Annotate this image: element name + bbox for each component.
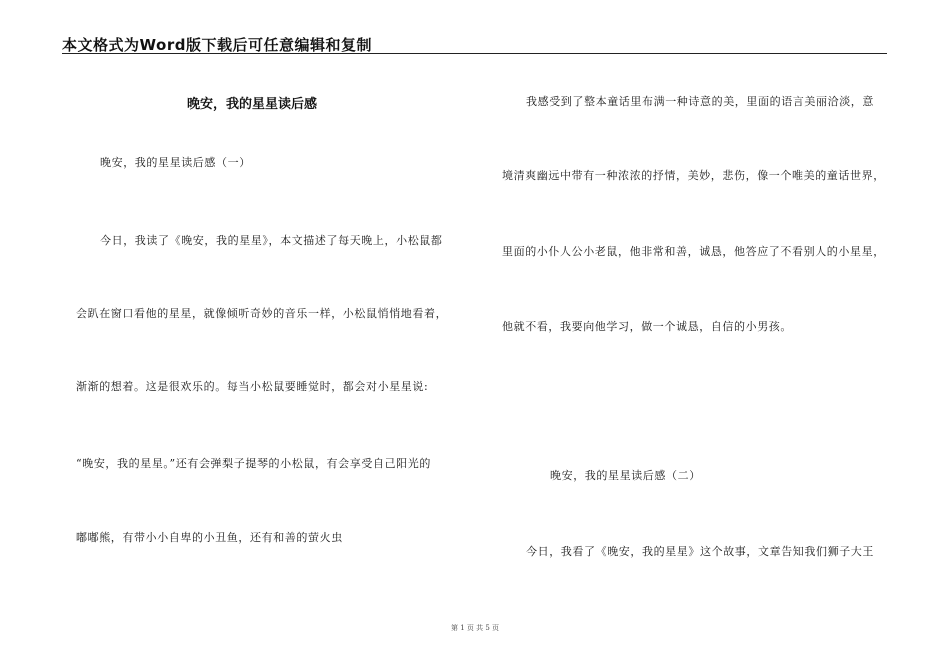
- paragraph-line: “晚安，我的星星。”还有会弹梨子提琴的小松鼠，有会享受自己阳光的: [76, 457, 431, 470]
- document-title: 晚安，我的星星读后感: [187, 97, 318, 112]
- paragraph-line: 嘟嘟熊，有带小小自卑的小丑鱼，还有和善的萤火虫: [76, 531, 343, 544]
- paragraph-line: 里面的小仆人公小老鼠，他非常和善，诚恳，他答应了不看别人的小星星，: [502, 245, 885, 258]
- paragraph-line: 他就不看，我要向他学习，做一个诚恳，自信的小男孩。: [502, 320, 792, 333]
- page-footer: 第 1 页 共 5 页: [450, 624, 500, 632]
- paragraph-line: 我感受到了整本童话里布满一种诗意的美，里面的语言美丽洽淡，意: [526, 95, 874, 108]
- paragraph-line: 会趴在窗口看他的星星，就像倾听奇妙的音乐一样，小松鼠悄悄地看着，: [76, 307, 448, 320]
- header-rule: [62, 53, 887, 54]
- paragraph-line: 渐渐的想着。这是很欢乐的。每当小松鼠要睡觉时，都会对小星星说:: [76, 380, 429, 393]
- paragraph-line: 境清爽幽远中带有一种浓浓的抒情，美妙，悲伤，像一个唯美的童话世界，: [502, 169, 885, 182]
- paragraph-line: 今日，我看了《晚安，我的星星》这个故事，文章告知我们狮子大王: [526, 545, 874, 558]
- header-banner: 本文格式为Word版下载后可任意编辑和复制: [62, 36, 372, 54]
- paragraph-line: 今日，我读了《晚安，我的星星》，本文描述了每天晚上，小松鼠都: [100, 234, 443, 247]
- section-heading-1: 晚安，我的星星读后感（一）: [100, 156, 251, 169]
- section-heading-2: 晚安，我的星星读后感（二）: [550, 469, 701, 482]
